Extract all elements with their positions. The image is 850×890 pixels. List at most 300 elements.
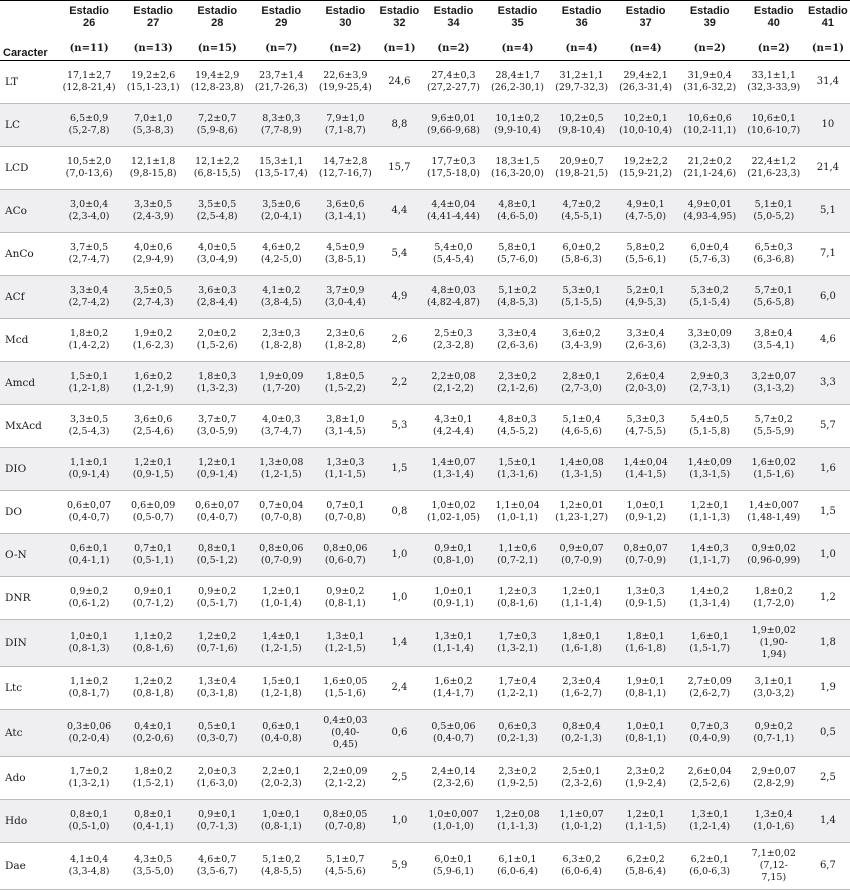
mean-sd: 0,4±0,03 [323,715,368,726]
mean-sd: 4,8±0,03 [431,285,476,296]
mean-sd: 19,2±2,6 [131,70,176,81]
column-header-estadio-27 [121,1,185,39]
value-cell [550,104,614,147]
range: (1,3-2,1) [497,643,538,654]
mean-sd: 4,0±0,5 [198,242,237,253]
range: (0,96-0,99) [747,555,801,566]
range: (32,3-33,9) [747,82,801,93]
value-cell [678,276,742,319]
mean-sd: 2,3±0,2 [626,766,665,777]
mean-sd: 1,2±0,2 [198,631,237,642]
mean-sd: 2,3±0,4 [562,676,601,687]
mean-sd: 1,8±0,3 [198,371,237,382]
range: (5,8-6,4) [625,866,667,877]
mean-sd: 6,0±0,2 [562,242,601,253]
value-cell [614,710,678,757]
stage-word: Estadio [325,5,366,17]
range: (5,7-6,3) [689,254,731,265]
range: (2,1-2,6) [497,383,538,394]
mean-sd: 1,1±0,6 [498,543,537,554]
mean-sd: 4,9±0,01 [687,199,732,210]
range: (0,8-1,0) [433,555,474,566]
range: (3,4-3,9) [561,340,602,351]
range: (3,1-4,1) [324,211,366,222]
range: (0,7-2,1) [497,555,538,566]
value-cell [313,61,377,104]
range: (0,4-0,7) [196,512,238,523]
value-cell [377,190,421,233]
mean-sd: 19,2±2,2 [623,156,668,167]
value-cell [742,710,806,757]
mean-sd: 3,3±0,4 [626,328,665,339]
mean-sd: 3,1±0,1 [754,676,793,687]
value-cell [806,757,850,800]
stage-word: Estadio [497,5,538,17]
range: (1,3-1,4) [433,469,474,480]
value-cell [421,448,485,491]
value-cell [121,448,185,491]
mean-sd: 3,7±0,5 [70,242,109,253]
range: (2,6-2,7) [689,688,731,699]
value-cell [185,147,249,190]
range: (1,6-1,8) [561,643,602,654]
value-cell [313,276,377,319]
mean-sd: 10,6±0,6 [687,113,732,124]
value-cell [742,491,806,534]
column-header-estadio-35 [485,1,549,39]
stage-number: 36 [575,17,588,29]
table-row [0,190,850,233]
mean-sd: 0,8±0,05 [323,809,368,820]
mean-sd: 2,3±0,2 [498,766,537,777]
value-cell [678,104,742,147]
mean-sd: 2,2±0,1 [262,766,301,777]
value-cell [421,577,485,620]
mean-sd: 2,6±0,04 [687,766,732,777]
mean-sd: 4,1±0,2 [262,285,301,296]
mean-sd: 5,9 [391,860,408,871]
range: (2,8-2,9) [753,778,795,789]
range: (0,8-1,1) [324,598,366,609]
value-cell [678,757,742,800]
value-cell [806,233,850,276]
value-cell [57,61,121,104]
range: (1,1-1,7) [689,555,731,566]
value-cell [121,491,185,534]
range: (0,7-0,8) [260,512,302,523]
range: (13,5-17,4) [254,168,308,179]
table-row [0,620,850,667]
range: (0,7-1,6) [196,643,238,654]
mean-sd: 5,4±0,5 [690,414,729,425]
value-cell [249,276,313,319]
range: (0,6-0,7) [324,555,366,566]
mean-sd: 1,9±0,2 [134,328,173,339]
range: (3,5-5,0) [132,866,174,877]
mean-sd: 1,2±0,1 [198,457,237,468]
range: (5,1-5,5) [561,297,602,308]
range: (1,6-2,7) [561,688,602,699]
range: (1,5-2,2) [324,383,366,394]
value-cell [485,800,549,843]
value-cell [485,491,549,534]
range: (7,1-8,7) [324,125,366,136]
range: (7,0-13,6) [65,168,113,179]
mean-sd: 2,8±0,1 [562,371,601,382]
mean-sd: 1,0±0,1 [262,809,301,820]
mean-sd: 8,3±0,3 [262,113,301,124]
table-row [0,362,850,405]
mean-sd: 4,9±0,1 [626,199,665,210]
value-cell [614,319,678,362]
mean-sd: 0,9±0,2 [198,586,237,597]
sample-size-41: (n=1) [806,38,850,61]
character-name: AnCo [0,233,57,276]
value-cell [377,448,421,491]
stage-word: Estadio [808,5,848,17]
value-cell [678,405,742,448]
mean-sd: 3,3±0,09 [687,328,732,339]
value-cell [249,710,313,757]
value-cell [377,577,421,620]
mean-sd: 0,8±0,1 [70,809,109,820]
mean-sd: 10,5±2,0 [66,156,112,167]
table-row [0,843,850,890]
mean-sd: 2,5±0,1 [562,766,601,777]
mean-sd: 2,6 [391,334,408,345]
mean-sd: 3,0±0,4 [70,199,109,210]
range: (2,7-4,2) [68,297,110,308]
table-row [0,104,850,147]
mean-sd: 5,1 [819,205,836,216]
range: (26,2-30,1) [491,82,544,93]
stage-number: 29 [275,17,288,29]
table-row [0,491,850,534]
range: (0,4-0,7) [68,512,110,523]
mean-sd: 3,3±0,4 [498,328,537,339]
range: (1,2-2,1) [497,688,538,699]
value-cell [550,577,614,620]
mean-sd: 1,8±0,5 [326,371,365,382]
mean-sd: 0,9±0,02 [751,543,796,554]
stage-number: 37 [639,17,652,29]
mean-sd: 1,2±0,1 [134,457,173,468]
mean-sd: 0,8±0,1 [134,809,173,820]
mean-sd: 21,4 [816,162,840,173]
range: (2,3-4,0) [68,211,110,222]
range: (3,5-4,1) [753,340,795,351]
table-row [0,233,850,276]
value-cell [614,800,678,843]
mean-sd: 6,1±0,1 [498,854,537,865]
value-cell [313,190,377,233]
value-cell [614,362,678,405]
mean-sd: 0,6±0,3 [498,721,537,732]
value-cell [742,448,806,491]
range: (3,7-4,7) [260,426,302,437]
mean-sd: 0,6±0,09 [131,500,176,511]
mean-sd: 0,7±0,04 [259,500,304,511]
range: (1,2-1,8) [68,383,110,394]
range: (1,7-2,0) [753,598,795,609]
mean-sd: 4,7±0,2 [562,199,601,210]
range: (5,8-6,3) [561,254,602,265]
mean-sd: 4,0±0,3 [262,414,301,425]
mean-sd: 1,0 [819,549,836,560]
range: (1,0-1,2) [561,821,602,832]
range: 1,94) [761,649,787,660]
mean-sd: 1,4 [391,637,408,648]
value-cell [57,190,121,233]
mean-sd: 10,1±0,2 [495,113,540,124]
mean-sd: 1,0 [391,549,408,560]
mean-sd: 1,2±0,01 [559,500,604,511]
stage-word: Estadio [433,5,474,17]
range: (10,2-11,1) [683,125,737,136]
range: (2,5-4,6) [132,426,174,437]
mean-sd: 22,4±1,2 [751,156,796,167]
character-name: LT [0,61,57,104]
range: (6,0-6,4) [497,866,538,877]
value-cell [377,710,421,757]
mean-sd: 1,6±0,2 [434,676,473,687]
table-row [0,534,850,577]
value-cell [313,319,377,362]
mean-sd: 9,6±0,01 [431,113,476,124]
mean-sd: 0,8±0,06 [323,543,368,554]
mean-sd: 0,6 [391,727,408,738]
value-cell [377,233,421,276]
mean-sd: 31,2±1,1 [559,70,604,81]
range: (15,9-21,2) [619,168,673,179]
mean-sd: 0,6±0,07 [195,500,240,511]
range: (5,9-8,6) [196,125,238,136]
range: (4,5-5,2) [497,426,538,437]
range: (4,6-5,6) [561,426,602,437]
column-header-estadio-39 [678,1,742,39]
value-cell [550,800,614,843]
mean-sd: 15,3±1,1 [259,156,304,167]
character-name: Ado [0,757,57,800]
range: (5,1-5,4) [689,297,731,308]
mean-sd: 1,2±0,1 [562,586,601,597]
value-cell [678,577,742,620]
value-cell [485,843,549,890]
range: (2,0-2,3) [260,778,302,789]
mean-sd: 1,6 [819,463,836,474]
mean-sd: 3,3±0,5 [70,414,109,425]
value-cell [121,667,185,710]
value-cell [742,667,806,710]
mean-sd: 0,7±0,1 [326,500,365,511]
range: (0,2-1,3) [497,733,538,744]
range: (3,0-3,2) [753,688,795,699]
mean-sd: 7,9±1,0 [326,113,365,124]
mean-sd: 3,6±0,2 [562,328,601,339]
value-cell [249,577,313,620]
value-cell [678,362,742,405]
mean-sd: 4,3±0,1 [434,414,473,425]
value-cell [678,491,742,534]
value-cell [185,276,249,319]
range: (2,7-4,7) [68,254,110,265]
range: (1,1-1,5) [324,469,366,480]
mean-sd: 1,0 [391,592,408,603]
value-cell [678,233,742,276]
value-cell [485,362,549,405]
value-cell [57,620,121,667]
range: (3,1-3,2) [753,383,795,394]
column-header-estadio-41 [806,1,850,39]
range: (0,9-1,2) [625,512,667,523]
mean-sd: 4,4±0,04 [431,199,476,210]
value-cell [249,667,313,710]
value-cell [485,667,549,710]
stage-word: Estadio [561,5,602,17]
range: (1,0-1,6) [753,821,795,832]
mean-sd: 5,3 [391,420,408,431]
range: (1,6-1,8) [625,643,667,654]
value-cell [678,190,742,233]
range: (4,8-5,3) [497,297,538,308]
mean-sd: 2,3±0,2 [498,371,537,382]
header-row-stage [0,1,850,39]
mean-sd: 1,4 [819,815,836,826]
mean-sd: 0,3±0,06 [66,721,112,732]
value-cell [614,757,678,800]
range: (12,8-23,8) [190,82,244,93]
mean-sd: 31,9±0,4 [687,70,732,81]
value-cell [806,667,850,710]
range: (3,0-5,9) [196,426,238,437]
mean-sd: 5,1±0,2 [262,854,301,865]
value-cell [485,757,549,800]
mean-sd: 1,9±0,09 [259,371,304,382]
value-cell [121,620,185,667]
character-name: Dae [0,843,57,890]
table-body [0,61,850,890]
range: (0,4-0,8) [260,733,302,744]
value-cell [421,104,485,147]
value-cell [421,757,485,800]
value-cell [614,147,678,190]
value-cell [806,620,850,667]
mean-sd: 1,8 [819,637,836,648]
character-name: DNR [0,577,57,620]
stage-number: 35 [511,17,524,29]
range: (19,9-25,4) [318,82,372,93]
value-cell [249,147,313,190]
value-cell [313,667,377,710]
value-cell [377,147,421,190]
mean-sd: 1,7±0,4 [498,676,537,687]
range: (7,7-8,9) [260,125,302,136]
value-cell [313,233,377,276]
value-cell [57,710,121,757]
range: (1,9-2,5) [497,778,538,789]
value-cell [57,362,121,405]
mean-sd: 1,1±0,2 [134,631,173,642]
mean-sd: 23,7±1,4 [259,70,304,81]
stage-word: Estadio [753,5,794,17]
range: (27,2-27,7) [426,82,480,93]
stage-word: Estadio [261,5,302,17]
mean-sd: 27,4±0,3 [431,70,476,81]
column-header-estadio-37 [614,1,678,39]
value-cell [57,448,121,491]
range: (0,9-1,5) [132,469,174,480]
range: (0,2-1,3) [561,733,602,744]
range: (29,7-32,3) [555,82,609,93]
range: (0,4-1,1) [68,555,110,566]
mean-sd: 3,5±0,5 [134,285,173,296]
mean-sd: 1,1±0,04 [495,500,540,511]
mean-sd: 0,9±0,1 [134,586,173,597]
value-cell [57,757,121,800]
mean-sd: 3,5±0,6 [262,199,301,210]
stage-word: Estadio [197,5,238,17]
value-cell [806,710,850,757]
mean-sd: 5,7±0,2 [754,414,793,425]
mean-sd: 1,3±0,1 [690,809,729,820]
mean-sd: 29,4±2,1 [623,70,668,81]
mean-sd: 2,0±0,2 [198,328,237,339]
mean-sd: 3,6±0,3 [198,285,237,296]
mean-sd: 1,6±0,02 [751,457,796,468]
character-name: Hdo [0,800,57,843]
range: (3,5-6,7) [196,866,238,877]
mean-sd: 4,9 [391,291,408,302]
value-cell [742,757,806,800]
value-cell [678,448,742,491]
mean-sd: 5,3±0,2 [690,285,729,296]
value-cell [614,190,678,233]
range: (0,5-1,7) [196,598,238,609]
mean-sd: 1,3±0,1 [434,631,473,642]
value-cell [121,577,185,620]
range: (0,8-1,7) [68,688,110,699]
table-row [0,276,850,319]
mean-sd: 4,6±0,7 [198,854,237,865]
mean-sd: 1,8±0,2 [134,766,173,777]
mean-sd: 4,6±0,2 [262,242,301,253]
range: (1,5-2,6) [196,340,238,351]
range: (2,4-3,9) [132,211,174,222]
value-cell [806,190,850,233]
mean-sd: 5,1±0,2 [498,285,537,296]
value-cell [550,448,614,491]
value-cell [806,319,850,362]
mean-sd: 6,2±0,2 [626,854,665,865]
mean-sd: 14,7±2,8 [323,156,368,167]
mean-sd: 0,8 [391,506,408,517]
mean-sd: 4,4 [391,205,408,216]
range: (4,7-5,0) [625,211,667,222]
range: (3,8-5,1) [324,254,366,265]
range: (2,7-3,0) [561,383,602,394]
value-cell [377,319,421,362]
value-cell [806,405,850,448]
value-cell [485,577,549,620]
value-cell [377,667,421,710]
value-cell [678,61,742,104]
column-header-estadio-26 [57,1,121,39]
value-cell [313,405,377,448]
value-cell [121,276,185,319]
mean-sd: 1,4±0,1 [262,631,301,642]
value-cell [185,620,249,667]
value-cell [742,577,806,620]
